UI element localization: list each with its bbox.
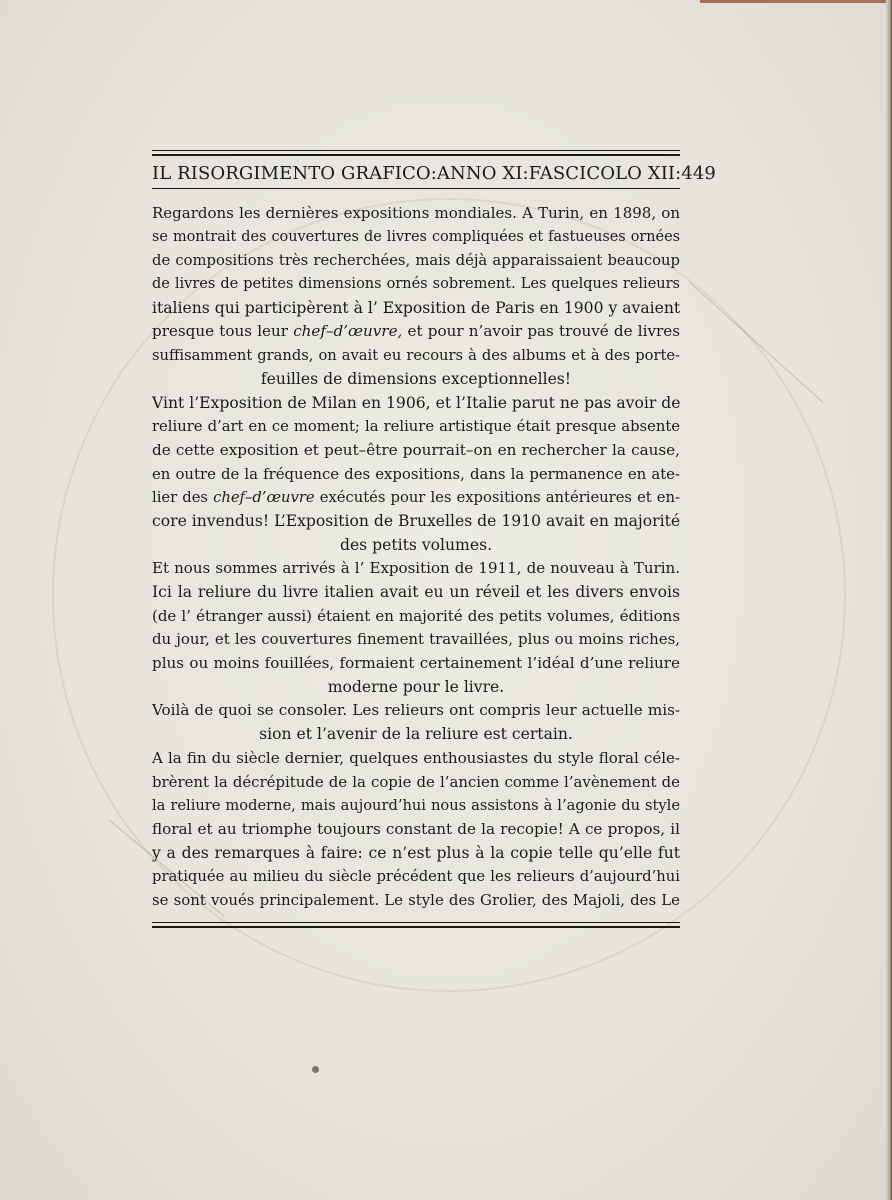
text-line (152, 392, 680, 416)
text-segment: en outre de la fréquence des expositions, dans la permanence en ate- (152, 464, 680, 483)
header-fascicolo: FASCICOLO XII (528, 162, 676, 184)
text-segment: des petits volumes. (339, 535, 493, 554)
text-line (152, 747, 680, 771)
text-segment: de compositions très recherchées, mais déjà apparaissaient beaucoup (152, 252, 680, 270)
text-segment: de cette exposition et peut–être pourrait–on en rechercher la cause, (152, 440, 680, 459)
text-segment: Et nous sommes arrivés à l’ Exposition de 1911, de nouveau à Turin. (152, 559, 680, 578)
text-line (152, 818, 680, 842)
header-separator: : (430, 162, 437, 184)
text-line (152, 605, 680, 629)
text-line (152, 415, 680, 439)
text-segment: sion et l’avenir de la reliure est certain. (259, 725, 573, 744)
page-number: 449 (681, 162, 716, 184)
italic-text: chef–d’œuvre, (293, 322, 403, 341)
text-line (152, 652, 680, 676)
text-line (152, 794, 680, 818)
text-segment: du jour, et les couvertures finement travaillées, plus ou moins riches, (152, 630, 680, 649)
text-segment: de livres de petites dimensions ornés sobrement. Les quelques relieurs (152, 276, 680, 293)
text-line (152, 320, 680, 344)
header-separator: : (675, 162, 682, 184)
text-segment: la reliure moderne, mais aujourd’hui nous assistons à l’agonie du style (152, 797, 680, 815)
text-segment: core invendus! L’Exposition de Bruxelles de 1910 avait en majorité (152, 511, 681, 530)
text-line (152, 842, 680, 866)
page-top-edge (700, 0, 892, 3)
text-line (152, 510, 680, 534)
text-segment: reliure d’art en ce moment; la reliure artistique était presque absente (152, 418, 680, 436)
text-segment: brèrent la décrépitude de la copie de l’ancien comme l’avènement de (152, 772, 680, 791)
text-line (152, 534, 680, 558)
journal-title: IL RISORGIMENTO GRAFICO (152, 162, 431, 184)
text-segment: Regardons les dernières expositions mondiales. A Turin, en 1898, on (152, 204, 680, 222)
text-segment: italiens qui participèrent à l’ Exposition de Paris en 1900 y avaient (152, 298, 681, 317)
body-text (152, 202, 680, 913)
text-segment: suffisamment grands, on avait eu recours à des albums et à des porte- (152, 347, 680, 365)
text-line (152, 889, 680, 913)
text-segment: exécutés pour les expositions antérieures et en- (314, 489, 680, 507)
text-line (152, 202, 680, 226)
text-segment: plus ou moins fouillées, formaient certainement l’idéal d’une reliure (152, 654, 680, 673)
text-line (152, 344, 680, 368)
page-right-edge (886, 0, 892, 1200)
header-separator: : (522, 162, 529, 184)
text-line (152, 273, 680, 297)
italic-text: chef–d’œuvre (213, 489, 315, 507)
text-line (152, 439, 680, 463)
running-header (152, 160, 716, 186)
text-segment: et pour n’avoir pas trouvé de livres (402, 322, 680, 341)
text-line (152, 249, 680, 273)
paper-speck (312, 1066, 319, 1073)
text-line (152, 486, 680, 510)
text-segment: A la fin du siècle dernier, quelques enthousiastes du style floral céle- (152, 748, 680, 767)
text-segment: pratiquée au milieu du siècle précédent que les relieurs d’aujourd’hui (152, 868, 680, 886)
text-segment: moderne pour le livre. (327, 677, 505, 696)
text-line (152, 628, 680, 652)
text-segment: feuilles de dimensions exceptionnelles! (260, 369, 572, 388)
text-segment: (de l’ étranger aussi) étaient en majorité des petits volumes, éditions (152, 606, 680, 625)
header-top-rule (152, 150, 680, 156)
text-line (152, 699, 680, 723)
text-segment: floral et au triomphe toujours constant de la recopie! A ce propos, il (152, 819, 680, 838)
text-line (152, 723, 680, 747)
text-segment: se montrait des couvertures de livres compliquées et fastueuses ornées (152, 228, 680, 245)
text-segment: Voilà de quoi se consoler. Les relieurs ont compris leur actuelle mis- (152, 701, 680, 720)
text-segment: se sont voués principalement. Le style des Grolier, des Majoli, des Le (152, 890, 680, 909)
header-bottom-rule (152, 188, 680, 189)
text-segment: lier des (152, 489, 214, 507)
text-segment: Ici la reliure du livre italien avait eu un réveil et les divers envois (152, 583, 680, 601)
text-line (152, 226, 680, 250)
text-line (152, 581, 680, 605)
text-segment: y a des remarques à faire: ce n’est plus à la copie telle qu’elle fut (152, 843, 680, 862)
footer-rule (152, 922, 680, 928)
text-line (152, 463, 680, 487)
text-segment: Vint l’Exposition de Milan en 1906, et l’Italie parut ne pas avoir de (152, 393, 681, 412)
text-line (152, 297, 680, 321)
text-line (152, 557, 680, 581)
header-anno: ANNO XI (436, 162, 523, 184)
text-line (152, 771, 680, 795)
text-line (152, 368, 680, 392)
text-line (152, 865, 680, 889)
text-segment: presque tous leur (152, 322, 294, 341)
text-line (152, 676, 680, 700)
